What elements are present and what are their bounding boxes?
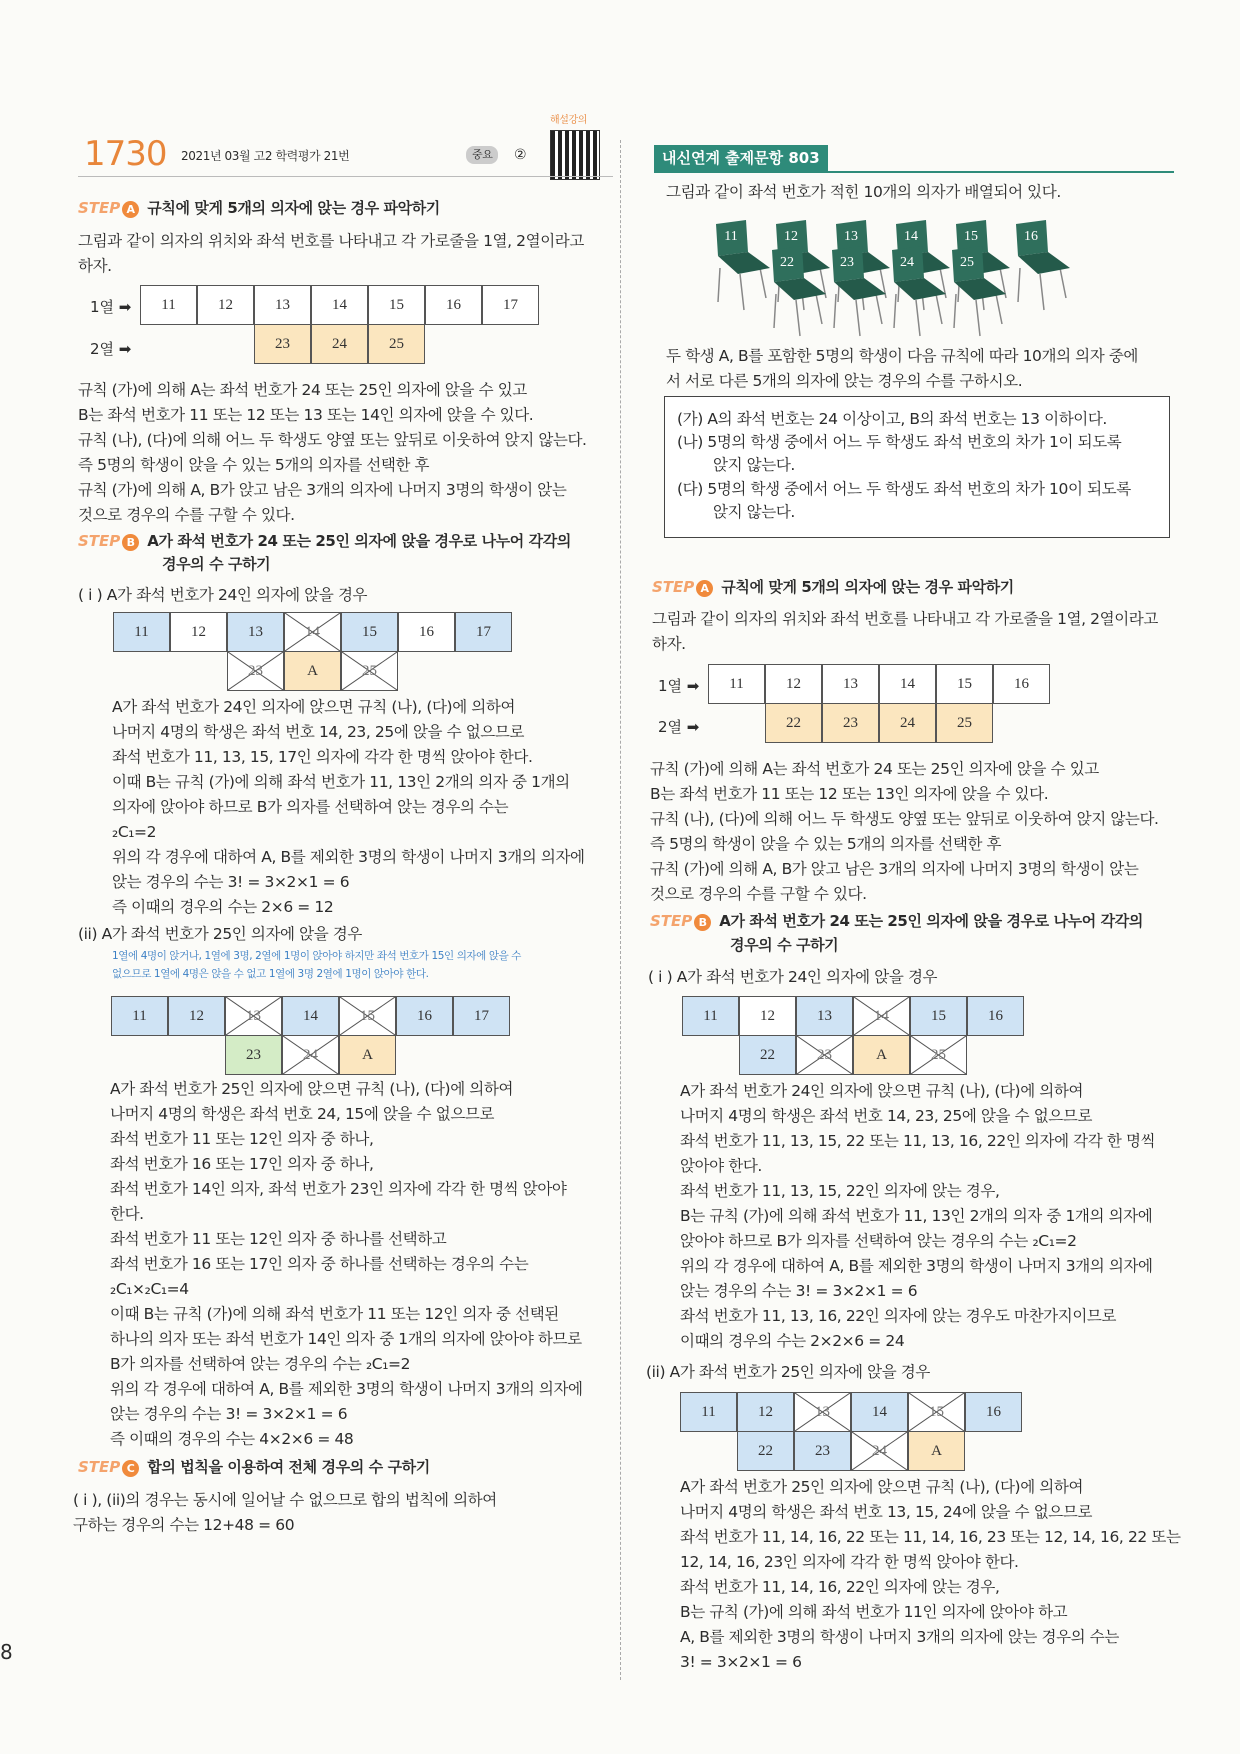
case2-line: 이때 B는 규칙 (가)에 의해 좌석 번호가 11 또는 12인 의자 중 선택된 <box>110 1305 559 1323</box>
seat-cell: 22 <box>739 1035 796 1075</box>
seat-cell: 23 <box>796 1035 853 1075</box>
case2-line: 위의 각 경우에 대하여 A, B를 제외한 3명의 학생이 나머지 3개의 의자에 <box>110 1380 583 1398</box>
chair-label: 13 <box>844 229 858 244</box>
row1-label: 1열 ➡ <box>658 677 700 695</box>
explanation-line: B는 좌석 번호가 11 또는 12 또는 13 또는 14인 의자에 앉을 수 있다. <box>78 406 534 424</box>
case2-line: 하나의 의자 또는 좌석 번호가 14인 의자 중 1개의 의자에 앉아야 하므로 <box>110 1330 582 1348</box>
explanation-line: 규칙 (나), (다)에 의해 어느 두 학생도 양옆 또는 앞뒤로 이웃하여 앉지 않는다. <box>78 431 587 449</box>
rule-line: 앉지 않는다. <box>713 503 795 521</box>
seat-cell: 11 <box>111 996 168 1036</box>
header-rule <box>78 176 613 177</box>
case2-line: 좌석 번호가 11, 14, 16, 22 또는 11, 14, 16, 23 또는 12, 14, 16, 22 또는 <box>680 1528 1181 1546</box>
case2-line: 앉는 경우의 수는 3! = 3×2×1 = 6 <box>110 1405 348 1423</box>
case1-line: 앉아야 하므로 B가 의자를 선택하여 앉는 경우의 수는 ₂C₁=2 <box>680 1232 1077 1250</box>
case1-line: 위의 각 경우에 대하여 A, B를 제외한 3명의 학생이 나머지 3개의 의자에 <box>680 1257 1153 1275</box>
seat-cell: 25 <box>341 651 398 691</box>
seat-cell: 15 <box>936 664 993 704</box>
row1-label: 1열 ➡ <box>90 298 132 316</box>
case2-line: 좌석 번호가 16 또는 17인 의자 중 하나, <box>110 1155 374 1173</box>
seat-cell: 13 <box>796 996 853 1036</box>
seat-cell: 22 <box>737 1431 794 1471</box>
explanation-line: 즉 5명의 학생이 앉을 수 있는 5개의 의자를 선택한 후 <box>650 835 1002 853</box>
seat-cell: 16 <box>967 996 1024 1036</box>
explanation-line: 규칙 (가)에 의해 A, B가 앉고 남은 3개의 의자에 나머지 3명의 학생이 앉는 <box>78 481 567 499</box>
seat-cell: 13 <box>225 996 282 1036</box>
seat-cell: 11 <box>113 612 170 652</box>
problem-number: 1730 <box>84 134 167 174</box>
final-line: 구하는 경우의 수는 12+48 = 60 <box>73 1516 295 1534</box>
seat-cell: 12 <box>765 664 822 704</box>
case1-line: 좌석 번호가 11, 13, 15, 22인 의자에 앉는 경우, <box>680 1182 1000 1200</box>
seat-cell: 12 <box>739 996 796 1036</box>
chair-label: 12 <box>784 229 798 244</box>
explanation-line: B는 좌석 번호가 11 또는 12 또는 13인 의자에 앉을 수 있다. <box>650 785 1049 803</box>
chair-label: 22 <box>780 255 794 270</box>
case2-note: 없으므로 1열에 4명은 앉을 수 없고 1열에 3명 2열에 1명이 앉아야 한다. <box>112 968 429 980</box>
case1-line: 즉 이때의 경우의 수는 2×6 = 12 <box>112 898 334 916</box>
case2-line: B는 규칙 (가)에 의해 좌석 번호가 11인 의자에 앉아야 하고 <box>680 1603 1068 1621</box>
case2-line: 좌석 번호가 11, 14, 16, 22인 의자에 앉는 경우, <box>680 1578 1000 1596</box>
case2-line: 나머지 4명의 학생은 좌석 번호 24, 15에 앉을 수 없으므로 <box>110 1105 495 1123</box>
explanation-line: 것으로 경우의 수를 구할 수 있다. <box>650 885 867 903</box>
case-title: (ii) A가 좌석 번호가 25인 의자에 앉을 경우 <box>646 1363 930 1381</box>
seat-cell: 12 <box>737 1392 794 1432</box>
seat-cell: 12 <box>197 285 254 325</box>
explanation-line: 규칙 (나), (다)에 의해 어느 두 학생도 양옆 또는 앞뒤로 이웃하여 앉지 않는다. <box>650 810 1159 828</box>
seat-cell: 15 <box>339 996 396 1036</box>
seat-cell: 11 <box>680 1392 737 1432</box>
seat-cell: 16 <box>965 1392 1022 1432</box>
stepA-heading: STEP A 규칙에 맞게 5개의 의자에 앉는 경우 파악하기 <box>78 199 440 217</box>
case2-line: A가 좌석 번호가 25인 의자에 앉으면 규칙 (나), (다)에 의하여 <box>680 1478 1084 1496</box>
question-line: 서 서로 다른 5개의 의자에 앉는 경우의 수를 구하시오. <box>666 372 1023 390</box>
seat-cell: 24 <box>879 703 936 743</box>
question-line: 두 학생 A, B를 포함한 5명의 학생이 다음 규칙에 따라 10개의 의자 중에 <box>666 347 1138 365</box>
seat-cell: 23 <box>254 324 311 364</box>
seat-cell: 15 <box>910 996 967 1036</box>
case1-line: 위의 각 경우에 대하여 A, B를 제외한 3명의 학생이 나머지 3개의 의자에 <box>112 848 585 866</box>
stepB-heading-line2: 경우의 수 구하기 <box>730 936 839 954</box>
stepC-heading: STEP C 합의 법칙을 이용하여 전체 경우의 수 구하기 <box>78 1458 430 1476</box>
intro-line: 그림과 같이 의자의 위치와 좌석 번호를 나타내고 각 가로줄을 1열, 2열이라고 <box>78 232 584 250</box>
seat-cell: 15 <box>341 612 398 652</box>
rule-line: (나) 5명의 학생 중에서 어느 두 학생도 좌석 번호의 차가 1이 되도록 <box>677 433 1122 451</box>
rule-line: (가) A의 좌석 번호는 24 이상이고, B의 좌석 번호는 13 이하이다. <box>677 410 1107 428</box>
stepB-heading: STEP B A가 좌석 번호가 24 또는 25인 의자에 앉을 경우로 나누어 각각의 <box>78 532 571 550</box>
case2-line: 즉 이때의 경우의 수는 4×2×6 = 48 <box>110 1430 354 1448</box>
seat-cell: 14 <box>284 612 341 652</box>
chair-label: 16 <box>1024 229 1038 244</box>
case1-line: 나머지 4명의 학생은 좌석 번호 14, 23, 25에 앉을 수 없으므로 <box>680 1107 1093 1125</box>
chair-icon <box>1016 220 1070 310</box>
seat-cell: A <box>284 651 341 691</box>
case2-note: 1열에 4명이 앉거나, 1열에 3명, 2열에 1명이 앉아야 하지만 좌석 번호가 15인 의자에 앉을 수 <box>112 950 522 962</box>
seat-cell: 13 <box>254 285 311 325</box>
seat-cell: 25 <box>910 1035 967 1075</box>
intro-line: 하자. <box>652 635 686 653</box>
explanation-line: 규칙 (가)에 의해 A는 좌석 번호가 24 또는 25인 의자에 앉을 수 있고 <box>78 381 527 399</box>
seat-cell: 25 <box>368 324 425 364</box>
seat-cell: 24 <box>851 1431 908 1471</box>
explanation-line: 것으로 경우의 수를 구할 수 있다. <box>78 506 295 524</box>
case2-line: 12, 14, 16, 23인 의자에 각각 한 명씩 앉아야 한다. <box>680 1553 1019 1571</box>
problem-source: 2021년 03월 고2 학력평가 21번 <box>181 149 350 163</box>
case2-line: 한다. <box>110 1205 144 1223</box>
chair-label: 24 <box>900 255 914 270</box>
seat-cell: 11 <box>140 285 197 325</box>
chair-icon <box>716 220 770 310</box>
qr-caption: 해설강의 <box>550 115 588 126</box>
stepB-heading: STEP B A가 좌석 번호가 24 또는 25인 의자에 앉을 경우로 나누어 각각의 <box>650 912 1143 930</box>
chair-label: 14 <box>904 229 918 244</box>
case2-line: 좌석 번호가 11 또는 12인 의자 중 하나를 선택하고 <box>110 1230 447 1248</box>
intro-line: 그림과 같이 의자의 위치와 좌석 번호를 나타내고 각 가로줄을 1열, 2열이라고 <box>652 610 1158 628</box>
seat-cell: 23 <box>794 1431 851 1471</box>
case1-line: ₂C₁=2 <box>112 823 157 841</box>
case1-line: 나머지 4명의 학생은 좌석 번호 14, 23, 25에 앉을 수 없으므로 <box>112 723 525 741</box>
seat-cell: 25 <box>936 703 993 743</box>
seat-cell: 14 <box>851 1392 908 1432</box>
seat-cell: 15 <box>368 285 425 325</box>
page-number: 8 <box>0 1640 13 1664</box>
case2-line: B가 의자를 선택하여 앉는 경우의 수는 ₂C₁=2 <box>110 1355 411 1373</box>
case2-line: 좌석 번호가 11 또는 12인 의자 중 하나, <box>110 1130 374 1148</box>
case2-line: 나머지 4명의 학생은 좌석 번호 13, 15, 24에 앉을 수 없으므로 <box>680 1503 1093 1521</box>
case-title: ( i ) A가 좌석 번호가 24인 의자에 앉을 경우 <box>648 968 938 986</box>
case1-line: B는 규칙 (가)에 의해 좌석 번호가 11, 13인 2개의 의자 중 1개의 의자에 <box>680 1207 1153 1225</box>
rule-line: 앉지 않는다. <box>713 456 795 474</box>
case2-line: 좌석 번호가 16 또는 17인 의자 중 하나를 선택하는 경우의 수는 <box>110 1255 529 1273</box>
section-header: 내신연계 출제문항 803 <box>654 145 828 171</box>
seat-cell: 17 <box>453 996 510 1036</box>
rules-box <box>664 396 1170 538</box>
seat-cell: 14 <box>853 996 910 1036</box>
case1-line: A가 좌석 번호가 24인 의자에 앉으면 규칙 (나), (다)에 의하여 <box>112 698 516 716</box>
seat-cell: 16 <box>993 664 1050 704</box>
seat-cell: A <box>853 1035 910 1075</box>
explanation-line: 즉 5명의 학생이 앉을 수 있는 5개의 의자를 선택한 후 <box>78 456 430 474</box>
case2-line: ₂C₁×₂C₁=4 <box>110 1280 189 1298</box>
seat-cell: 14 <box>282 996 339 1036</box>
case1-line: 앉는 경우의 수는 3! = 3×2×1 = 6 <box>680 1282 918 1300</box>
question-line: 그림과 같이 좌석 번호가 적힌 10개의 의자가 배열되어 있다. <box>666 183 1061 201</box>
seat-cell: 13 <box>794 1392 851 1432</box>
seat-cell: 14 <box>311 285 368 325</box>
row2-label: 2열 ➡ <box>658 718 700 736</box>
case2-line: 좌석 번호가 14인 의자, 좌석 번호가 23인 의자에 각각 한 명씩 앉아야 <box>110 1180 567 1198</box>
explanation-line: 규칙 (가)에 의해 A는 좌석 번호가 24 또는 25인 의자에 앉을 수 있고 <box>650 760 1099 778</box>
chair-label: 25 <box>960 255 974 270</box>
case-title: ( i ) A가 좌석 번호가 24인 의자에 앉을 경우 <box>78 586 368 604</box>
stepA-heading: STEP A 규칙에 맞게 5개의 의자에 앉는 경우 파악하기 <box>652 578 1014 596</box>
seat-cell: 17 <box>482 285 539 325</box>
chairs-illustration <box>706 210 1136 340</box>
seat-cell: 17 <box>455 612 512 652</box>
header-rule <box>654 171 1174 173</box>
chair-label: 23 <box>840 255 854 270</box>
chair-label: 15 <box>964 229 978 244</box>
seat-cell: 23 <box>227 651 284 691</box>
seat-cell: 24 <box>282 1035 339 1075</box>
case1-line: 앉아야 한다. <box>680 1157 762 1175</box>
final-line: ( i ), (ii)의 경우는 동시에 일어날 수 없으므로 합의 법칙에 의하여 <box>73 1491 497 1509</box>
case1-line: 좌석 번호가 11, 13, 15, 22 또는 11, 13, 16, 22인 의자에 각각 한 명씩 <box>680 1132 1156 1150</box>
case1-line: 좌석 번호가 11, 13, 16, 22인 의자에 앉는 경우도 마찬가지이므로 <box>680 1307 1117 1325</box>
case1-line: 앉는 경우의 수는 3! = 3×2×1 = 6 <box>112 873 350 891</box>
seat-cell: 11 <box>682 996 739 1036</box>
seat-cell: 13 <box>227 612 284 652</box>
case1-line: 이때 B는 규칙 (가)에 의해 좌석 번호가 11, 13인 2개의 의자 중 1개의 <box>112 773 570 791</box>
row2-label: 2열 ➡ <box>90 340 132 358</box>
seat-cell: 11 <box>708 664 765 704</box>
seat-cell: 13 <box>822 664 879 704</box>
seat-cell: 23 <box>822 703 879 743</box>
case1-line: 의자에 앉아야 하므로 B가 의자를 선택하여 앉는 경우의 수는 <box>112 798 509 816</box>
seat-cell: 22 <box>765 703 822 743</box>
seat-cell: 14 <box>879 664 936 704</box>
rule-line: (다) 5명의 학생 중에서 어느 두 학생도 좌석 번호의 차가 10이 되도록 <box>677 480 1131 498</box>
chair-label: 11 <box>724 229 738 244</box>
case-title: (ii) A가 좌석 번호가 25인 의자에 앉을 경우 <box>78 925 362 943</box>
seat-cell: A <box>339 1035 396 1075</box>
difficulty-badge: 중요 <box>466 146 498 164</box>
column-divider <box>620 140 621 1680</box>
seat-cell: 23 <box>225 1035 282 1075</box>
case2-line: A가 좌석 번호가 25인 의자에 앉으면 규칙 (나), (다)에 의하여 <box>110 1080 514 1098</box>
seat-cell: 12 <box>170 612 227 652</box>
case2-line: A, B를 제외한 3명의 학생이 나머지 3개의 의자에 앉는 경우의 수는 <box>680 1628 1119 1646</box>
case1-line: 이때의 경우의 수는 2×2×6 = 24 <box>680 1332 905 1350</box>
qr-code-icon[interactable] <box>550 130 600 180</box>
seat-cell: A <box>908 1431 965 1471</box>
case1-line: A가 좌석 번호가 24인 의자에 앉으면 규칙 (나), (다)에 의하여 <box>680 1082 1084 1100</box>
seat-cell: 15 <box>908 1392 965 1432</box>
seat-cell: 16 <box>398 612 455 652</box>
case1-line: 좌석 번호가 11, 13, 15, 17인 의자에 각각 한 명씩 앉아야 한다. <box>112 748 533 766</box>
difficulty-level: ② <box>514 147 527 163</box>
seat-cell: 24 <box>311 324 368 364</box>
stepB-heading-line2: 경우의 수 구하기 <box>162 555 271 573</box>
seat-cell: 12 <box>168 996 225 1036</box>
seat-cell: 16 <box>425 285 482 325</box>
seat-cell: 16 <box>396 996 453 1036</box>
intro-line: 하자. <box>78 257 112 275</box>
case2-line: 3! = 3×2×1 = 6 <box>680 1653 802 1671</box>
explanation-line: 규칙 (가)에 의해 A, B가 앉고 남은 3개의 의자에 나머지 3명의 학생이 앉는 <box>650 860 1139 878</box>
